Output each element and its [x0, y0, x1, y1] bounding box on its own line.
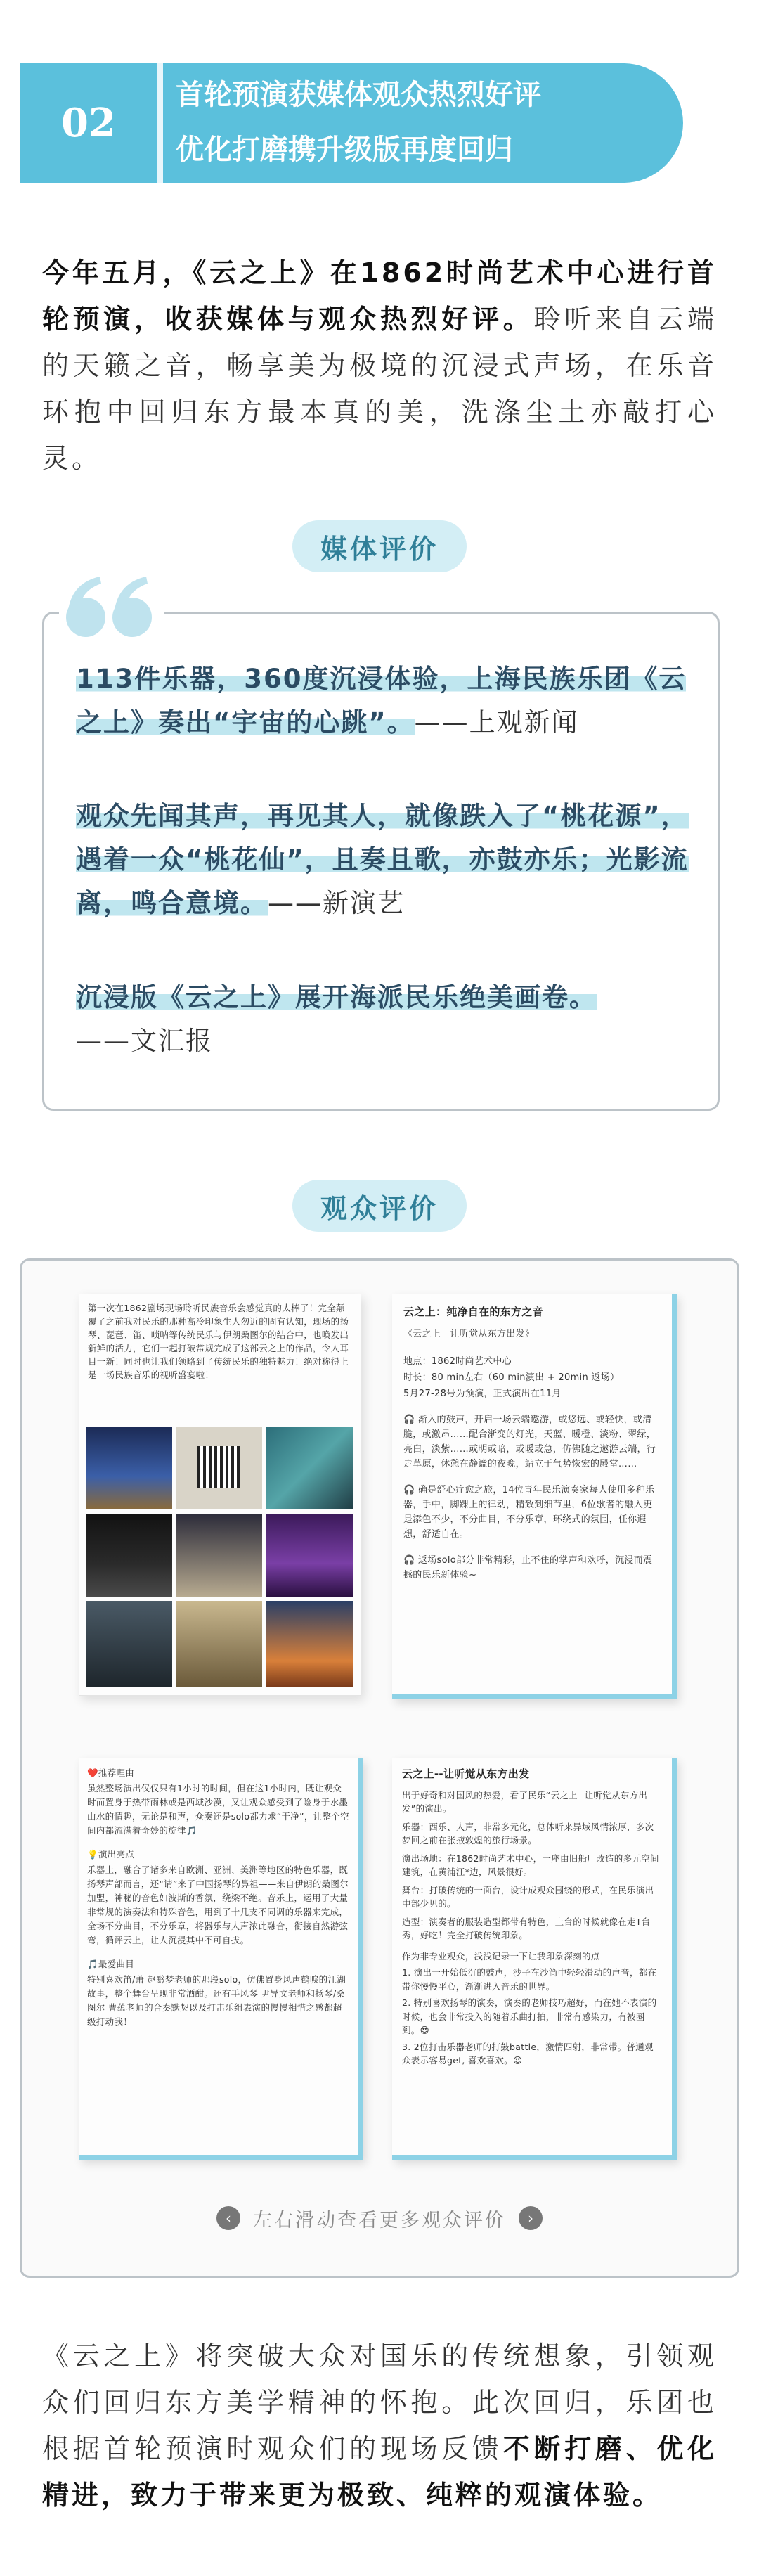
intro-paragraph [42, 250, 717, 482]
audience-review-label: 观众评价 [292, 1180, 467, 1232]
review-card-4-p6: 作为非专业观众，浅浅记录一下让我印象深刻的点 [402, 1950, 600, 1962]
review-card-2-p3: 🎧 返场solo部分非常精彩，止不住的掌声和欢呼，沉浸而震撼的民乐新体验~ [403, 1555, 653, 1580]
review-card-4-title: 云之上--让听觉从东方出发 [402, 1767, 530, 1780]
review-card-4-p7: 1. 演出一开始低沉的鼓声，沙子在沙筒中轻轻滑动的声音，都在带你慢慢平心，渐渐进入音乐的世界。 [402, 1967, 657, 1992]
media-review-label: 媒体评价 [292, 520, 467, 572]
photo-program-booklet [266, 1427, 353, 1509]
photo-instrument [176, 1601, 262, 1687]
review-card-2 [392, 1294, 677, 1699]
review-card-2-p2: 🎧 确是舒心疗愈之旅，14位青年民乐演奏家每人使用多种乐器，手中，脚踝上的律动，精致到细节里，6位歌者的融入更是添色不少，不分曲目，不分乐章，环绕式的氛围，任你遐想，舒适自在。 [403, 1485, 655, 1540]
photo-city-sunset [266, 1601, 353, 1687]
review-card-3-h2: 💡演出亮点 [87, 1849, 135, 1860]
review-card-3-t2: 乐器上，融合了诸多来自欧洲、亚洲、美洲等地区的特色乐器，既扬琴声部而言，还“请”来了中国扬琴的鼻祖——来自伊朗的桑图尔加盟，神秘的音色如波斯的香氛，绕梁不绝。音乐上，运用了大量非常规的演奏法和特殊音色，用到了十几支不同调的乐器来完成，全场不分曲目，不分乐章，将器乐与人声浓此融合，衔接自然游弦弯，循评云上，让人沉浸其中不可自拔。 [87, 1865, 349, 1945]
section-number: 02 [61, 100, 116, 146]
quote-mark-icon [59, 568, 164, 645]
arrow-right-icon[interactable]: › [519, 2206, 543, 2230]
arrow-left-icon[interactable]: ‹ [216, 2206, 240, 2230]
photo-performers [176, 1514, 262, 1597]
photo-venue-night [86, 1427, 172, 1509]
review-card-4-p8: 2. 特别喜欢扬琴的演奏，演奏的老师技巧超好，而在她不表演的时候，也会非常投入的随着乐曲打拍，非常有感染力，有被圈到。😍 [402, 1997, 657, 2035]
section-title [163, 67, 669, 177]
section-title-line2: 优化打磨携升级版再度回归 [176, 134, 513, 166]
review-card-2-venue: 地点：1862时尚艺术中心 [403, 1356, 512, 1367]
media-quote-1-text: 113件乐器，360度沉浸体验，上海民族乐团《云之上》奏出“宇宙的心跳”。 [76, 664, 687, 738]
media-quote-2-text: 观众先闻其声，再见其人，就像跌入了“桃花源”，遇着一众“桃花仙”，且奏且歌，亦鼓亦乐；光影流离，鸣合意境。 [76, 801, 689, 918]
media-quote-3-source: ——文汇报 [76, 1026, 213, 1056]
photo-ticket-qr [176, 1427, 262, 1509]
review-card-3-h3: 🎵最爱曲目 [87, 1959, 135, 1969]
review-card-4-p9: 3. 2位打击乐器老师的打鼓battle，激情四射，非常带。普通观众表示容易get, 喜欢喜欢。😍 [402, 2041, 654, 2066]
review-card-4 [392, 1758, 677, 2160]
media-quote-3-text: 沉浸版《云之上》展开海派民乐绝美画卷。 [76, 982, 597, 1012]
closing-bold: 不断打磨、优化精进，致力于带来更为极致、纯粹的观演体验。 [42, 2433, 717, 2511]
media-quote-2 [76, 794, 694, 925]
review-card-4-p4: 舞台：打破传统的一面台，设计成观众围绕的形式，在民乐演出中部少见的。 [402, 1884, 654, 1909]
media-quote-1 [76, 657, 694, 745]
banner-divider [157, 63, 163, 183]
review-card-4-p1: 出于好奇和对国风的热爱，看了民乐“云之上--让听觉从东方出发”的演出。 [402, 1789, 648, 1814]
intro-bold: 今年五月，《云之上》在1862时尚艺术中心进行首轮预演，收获媒体与观众热烈好评。 [42, 257, 717, 335]
review-card-4-p3: 演出场地：在1862时尚艺术中心，一座由旧船厂改造的多元空间建筑，在黄浦江*边，风景很好。 [402, 1853, 659, 1877]
review-card-2-title: 云之上：纯净自在的东方之音 [403, 1306, 543, 1318]
review-card-3-h1: ❤️推荐理由 [87, 1767, 135, 1778]
photo-stage-dark [86, 1514, 172, 1597]
review-card-4-p2: 乐器：西乐、人声，非常多元化，总体听来异域风情浓厚，多次梦回之前在张掖敦煌的旅行场景。 [402, 1821, 654, 1846]
closing-paragraph [42, 2333, 717, 2518]
photo-purple-stage [266, 1514, 353, 1597]
review-card-2-duration: 时长：80 min左右（60 min演出 + 20min 返场） [403, 1372, 620, 1383]
section-title-line1: 首轮预演获媒体观众热烈好评 [176, 79, 541, 111]
intro-rest: 聆听来自云端的天籁之音，畅享美为极境的沉浸式声场，在乐音环抱中回归东方最本真的美，洗涤尘土亦敲打心灵。 [42, 304, 717, 474]
media-quote-2-source: ——新演艺 [268, 888, 405, 918]
media-quote-1-source: ——上观新闻 [414, 707, 579, 738]
review-card-2-dates: 5月27-28号为预演，正式演出在11月 [403, 1389, 562, 1399]
carousel-hint: 左右滑动查看更多观众评价 [253, 2209, 506, 2232]
review-card-3 [79, 1758, 363, 2160]
review-card-1 [79, 1294, 361, 1696]
review-card-1-text: 第一次在1862剧场现场聆听民族音乐会感觉真的太棒了！完全颠覆了之前我对民乐的那种高冷印象生人勿近的固有认知，现场的扬琴、琵琶、笛、唢呐等传统民乐与伊朗桑图尔的结合中，也唤发出新鲜的活力，它们一起打破常规完成了这部云之上的作品，令人耳目一新！同时也让我们领略到了传统民乐的独特魅力！绝对称得上是一场民族音乐的视听盛宴啦！ [88, 1303, 349, 1380]
review-card-4-p5: 造型：演奏者的服装造型都带有特色，上台的时候就像在走T台秀，好吃！完全打破传统印象。 [402, 1916, 651, 1940]
media-quote-3 [76, 976, 694, 1063]
review-card-3-t3: 特别喜欢笛/萧 赵黔梦老师的那段solo，仿佛置身风声鹤唳的江湖故事，整个舞台呈现非常酒酣。还有手风琴 尹异文老师和扬琴/桑图尔 曹蕴老师的合奏默契以及打击乐组表演的慢慢相惜之感都超级打动我！ [87, 1974, 346, 2027]
closing-text: 《云之上》将突破大众对国乐的传统想象，引领观众们回归东方美学精神的怀抱。此次回归，乐团也根据首轮预演时观众们的现场反馈 [42, 2340, 717, 2464]
review-card-2-p1: 🎧 渐入的鼓声，开启一场云端遨游，或悠远、或轻快，或清脆，或激昂……配合渐变的灯光，天蓝、暖橙、淡粉、翠绿，亮白，淡紫……或明或暗，或暖或急，仿佛随之遨游云端，行走草原，休憩在静谧的夜晚，站立于气势恢宏的殿堂…… [403, 1415, 656, 1469]
review-card-3-t1: 虽然整场演出仅仅只有1小时的时间，但在这1小时内，既让观众时而置身于热带雨林或是西域沙漠，又让观众感受到了险身于水墨山水的情趣，无论是和声，众奏还是solo都力求“干净”，让整个空间内都流满着奇妙的旋律🎵 [87, 1783, 349, 1836]
carousel-nav [162, 2201, 597, 2236]
photo-audience-hall [86, 1601, 172, 1687]
review-card-2-subtitle: 《云之上—让听觉从东方出发》 [403, 1329, 535, 1339]
